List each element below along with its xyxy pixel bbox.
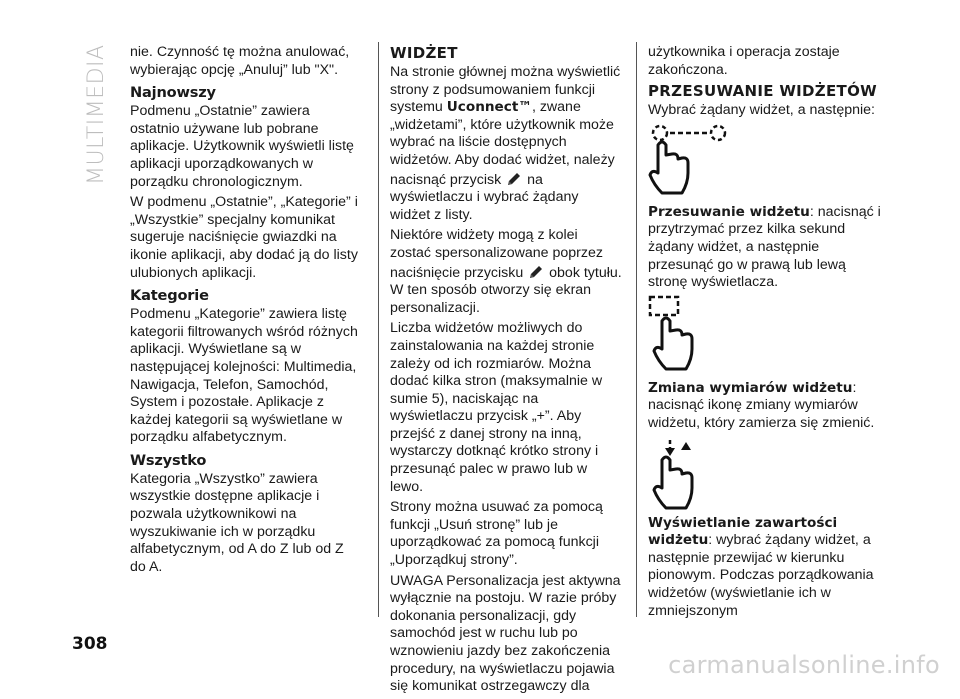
paragraph-uwaga: UWAGA Personalizacja jest aktywna wyłącznie na postoju. W razie próby dokonania personalizacji, gdy samochód jest w ruchu lub po wznowieniu jazdy bez zakończenia procedury, na wyświetlaczu pojawia się komunikat ostrzegawczy dla <box>390 572 621 695</box>
column-1 <box>130 44 362 579</box>
text-span: Niektóre widżety mogą z kolei zostać spersonalizowane poprzez naciśnięcie przycisku <box>390 227 603 281</box>
text-span: , zwane „widżetami”, które użytkownik może wybrać na liście dostępnych widżetów. Aby dodać widżet, należy nacisnąć przycisk <box>390 99 615 188</box>
paragraph-najnowszy: Podmenu „Ostatnie” zawiera ostatnio używane lub pobrane aplikacje. Użytkownik wyświetli listę aplikacji uporządkowanych w porządku chronologicznym. <box>130 103 354 190</box>
paragraph-widzet-2 <box>390 227 622 317</box>
paragraph-wyswietlanie <box>648 515 884 621</box>
paragraph-podmenu: W podmenu „Ostatnie”, „Kategorie” i „Wszystkie” specjalny komunikat sugeruje naciśnięcie gwiazdki na ikonie aplikacji, aby dodać ją do listy ulubionych aplikacji. <box>130 194 358 281</box>
heading-kategorie: Kategorie <box>130 287 209 305</box>
text-span: : nacisnąć ikonę zmiany wymiarów widżetu, który zamierza się zmienić. <box>648 379 875 431</box>
paragraph-kategorie: Podmenu „Kategorie” zawiera listę kategorii filtrowanych wśród różnych aplikacji. Wyświetlane są w następującej kolejności: Multimedia, Nawigacja, Telefon, Samochód, System i pozostałe. Aplikacje z każdej kategorii są wyświetlane w porządku alfabetycznym. <box>130 306 358 446</box>
column-2 <box>390 44 622 699</box>
paragraph-przesuwanie-intro: Wybrać żądany widżet, a następnie: <box>648 102 875 119</box>
section-tab-multimedia: MULTIMEDIA <box>84 44 109 185</box>
paragraph-widzet-1 <box>390 64 622 224</box>
column-3 <box>648 44 884 623</box>
paragraph-przesuwanie <box>648 204 884 292</box>
term-wyswietlanie: Wyświetlanie zawartości widżetu <box>648 514 838 549</box>
heading-wszystko: Wszystko <box>130 451 207 469</box>
paragraph-widzet-3: Liczba widżetów możliwych do zainstalowania na każdej stronie zależy od ich rozmiarów. Można dodać kilka stron (maksymalnie w sumie 5), naciskając na wyświetlaczu przycisk „+”. Aby przejść z danej strony na inną, wystarczy dotknąć krótko strony i przesunąć palec w prawo lub w lewo. <box>390 320 603 495</box>
brand-name: Uconnect™ <box>446 99 532 116</box>
watermark: carmanualsonline.info <box>668 651 940 679</box>
page-number: 308 <box>72 634 108 654</box>
heading-najnowszy: Najnowszy <box>130 84 216 102</box>
hand-drag-horizontal-icon <box>648 123 884 201</box>
paragraph-continued: użytkownika i operacja zostaje zakończona. <box>648 44 840 78</box>
hand-resize-icon <box>648 295 884 377</box>
paragraph-zmiana <box>648 380 884 433</box>
paragraph-intro: nie. Czynność tę można anulować, wybierając opcję „Anuluj” lub "X". <box>130 44 350 78</box>
heading-przesuwanie: PRZESUWANIE WIDŻETÓW <box>648 82 877 101</box>
text-span: Na stronie głównej można wyświetlić strony z podsumowaniem funkcji systemu <box>390 64 621 116</box>
text-span: : wybrać żądany widżet, a następnie przewijać w kierunku pionowym. Podczas porządkowania widżetów (wyświetlanie ich w zmniejszonym <box>648 532 874 619</box>
column-divider <box>378 42 379 617</box>
paragraph-widzet-4: Strony można usuwać za pomocą funkcji „Usuń stronę” lub je uporządkować za pomocą funkcji „Uporządkuj strony”. <box>390 499 603 569</box>
hand-scroll-vertical-icon <box>648 436 884 512</box>
column-divider <box>636 42 637 617</box>
term-przesuwanie: Przesuwanie widżetu <box>648 203 810 220</box>
text-span: obok tytułu. W ten sposób otworzy się ekran personalizacji. <box>390 264 622 316</box>
text-span: : nacisnąć i przytrzymać przez kilka sekund żądany widżet, a następnie przesunąć go w prawą lub lewą stronę wyświetlacza. <box>648 203 881 291</box>
paragraph-wszystko: Kategoria „Wszystko” zawiera wszystkie dostępne aplikacje i pozwala użytkownikowi na wyszukiwanie ich w porządku alfabetycznym, od A do Z lub od Z do A. <box>130 470 344 575</box>
pen-icon <box>505 170 523 188</box>
text-span: na wyświetlaczu i wybrać żądany widżet z listy. <box>390 171 579 223</box>
pen-icon <box>527 263 545 281</box>
term-zmiana: Zmiana wymiarów widżetu <box>648 379 853 396</box>
heading-widzet: WIDŻET <box>390 44 458 62</box>
